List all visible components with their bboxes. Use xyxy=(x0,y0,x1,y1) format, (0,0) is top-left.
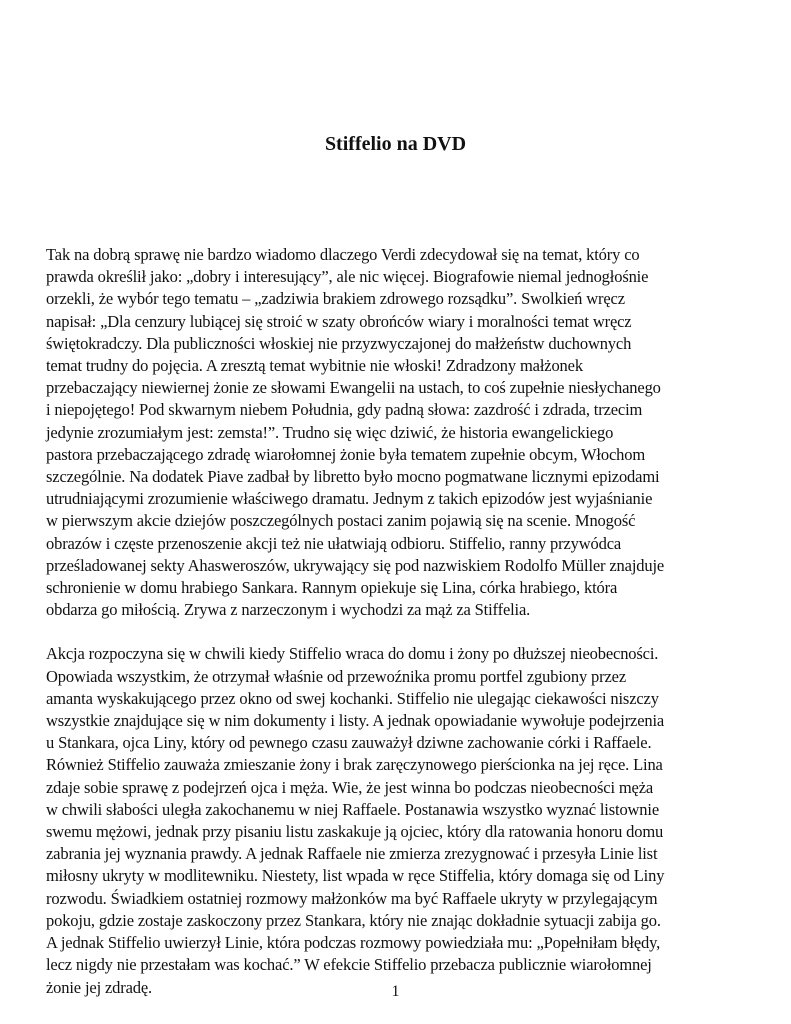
text-line: wszystkie znajdujące się w nim dokumenty i listy. A jednak opowiadanie wywołuje podejrzenia xyxy=(46,711,665,731)
text-line: A jednak Stiffelio uwierzył Linie, która podczas rozmowy powiedziała mu: „Popełniłam błędy, xyxy=(46,933,661,953)
text-line: lecz nigdy nie przestałam was kochać.” W efekcie Stiffelio przebacza publicznie wiarołomnej xyxy=(46,955,652,975)
text-line: prześladowanej sekty Ahasweroszów, ukrywający się pod nazwiskiem Rodolfo Müller znajduje xyxy=(46,555,665,575)
text-line: orzekli, że wybór tego tematu – „zadziwia brakiem zdrowego rozsądku”. Swolkień wręcz xyxy=(46,289,625,309)
text-line: zdaje sobie sprawę z podejrzeń ojca i męża. Wie, że jest winna bo podczas nieobecności męża xyxy=(46,777,654,797)
text-line: zabrania jej wyznania prawdy. A jednak Raffaele nie zmierza zrezygnować i przesyła Linie list xyxy=(46,844,658,864)
text-line: Opowiada wszystkim, że otrzymał właśnie od przewoźnika promu portfel zgubiony przez xyxy=(46,666,626,686)
text-line: Tak na dobrą sprawę nie bardzo wiadomo dlaczego Verdi zdecydował się na temat, który co xyxy=(46,245,640,264)
text-line: żonie jej zdradę. xyxy=(46,977,153,997)
text-line: obrazów i częste przenoszenie akcji też nie ułatwiają odbioru. Stiffelio, ranny przywódca xyxy=(46,533,622,553)
text-line: pokoju, gdzie zostaje zaskoczony przez Stankara, który nie znając dokładnie sytuacji zabija go. xyxy=(46,910,661,930)
text-line: napisał: „Dla cenzury lubiącej się stroić w szaty obrońców wiary i moralności temat wręcz xyxy=(46,311,632,331)
document-body xyxy=(46,244,758,1021)
text-line: jedynie zrozumiałym jest: zemsta!”. Trudno się więc dziwić, że historia ewangelickiego xyxy=(46,422,614,442)
document-title: Stiffelio na DVD xyxy=(324,133,467,155)
text-line: miłosny ukryty w modlitewniku. Niestety, list wpada w ręce Stiffelia, który domaga się od Liny xyxy=(46,866,665,886)
text-line: prawda określił jako: „dobry i interesujący”, ale nic więcej. Biografowie niemal jednogłośnie xyxy=(46,267,649,287)
text-line: utrudniającymi zrozumienie właściwego dramatu. Jednym z takich epizodów jest wyjaśnianie xyxy=(46,489,653,509)
paragraph-2 xyxy=(46,643,758,998)
text-line: szczególnie. Na dodatek Piave zadbał by libretto było mocno pogmatwane licznymi epizodami xyxy=(46,467,660,487)
text-line: pastora przebaczającego zdradę wiarołomnej żonie była tematem zupełnie obcym, Włochom xyxy=(46,444,646,464)
text-line: Również Stiffelio zauważa zmieszanie żony i brak zaręczynowego pierścionka na jej ręce. Lina xyxy=(46,755,663,775)
text-line: w pierwszym akcie dziejów poszczególnych postaci zanim pojawią się na scenie. Mnogość xyxy=(46,511,636,531)
text-line: swemu mężowi, jednak przy pisaniu listu zaskakuje ją ojciec, który dla ratowania honoru domu xyxy=(46,822,664,842)
text-line: schronienie w domu hrabiego Sankara. Rannym opiekuje się Lina, córka hrabiego, która xyxy=(46,578,618,598)
paragraph-1 xyxy=(46,244,758,621)
text-line: obdarza go miłością. Zrywa z narzeczonym i wychodzi za mąż za Stiffelia. xyxy=(46,600,531,620)
text-line: Akcja rozpoczyna się w chwili kiedy Stiffelio wraca do domu i żony po dłuższej nieobecności. xyxy=(46,644,659,664)
text-line: przebaczający niewiernej żonie ze słowami Ewangelii na ustach, to coś zupełnie niesłychanego xyxy=(46,378,661,398)
text-line: amanta wyskakującego przez okno od swej kochanki. Stiffelio nie ulegając ciekawości niszczy xyxy=(46,688,659,708)
text-line: i niepojętego! Pod skwarnym niebem Południa, gdy padną słowa: zazdrość i zdrada, trzecim xyxy=(46,400,643,420)
text-line: świętokradczy. Dla publiczności włoskiej nie przyzwyczajonej do małżeństw duchownych xyxy=(46,333,632,353)
text-line: temat trudny do pojęcia. A zresztą temat wybitnie nie włoski! Zdradzony małżonek xyxy=(46,356,583,376)
text-line: u Stankara, ojca Liny, który od pewnego czasu zauważył dziwne zachowanie córki i Raffaele. xyxy=(46,733,652,753)
text-line: w chwili słabości uległa zakochanemu w niej Raffaele. Postanawia wszystko wyznać listownie xyxy=(46,799,660,819)
page-number: 1 xyxy=(391,983,400,1000)
text-line: rozwodu. Świadkiem ostatniej rozmowy małżonków ma być Raffaele ukryty w przylegającym xyxy=(46,888,658,908)
